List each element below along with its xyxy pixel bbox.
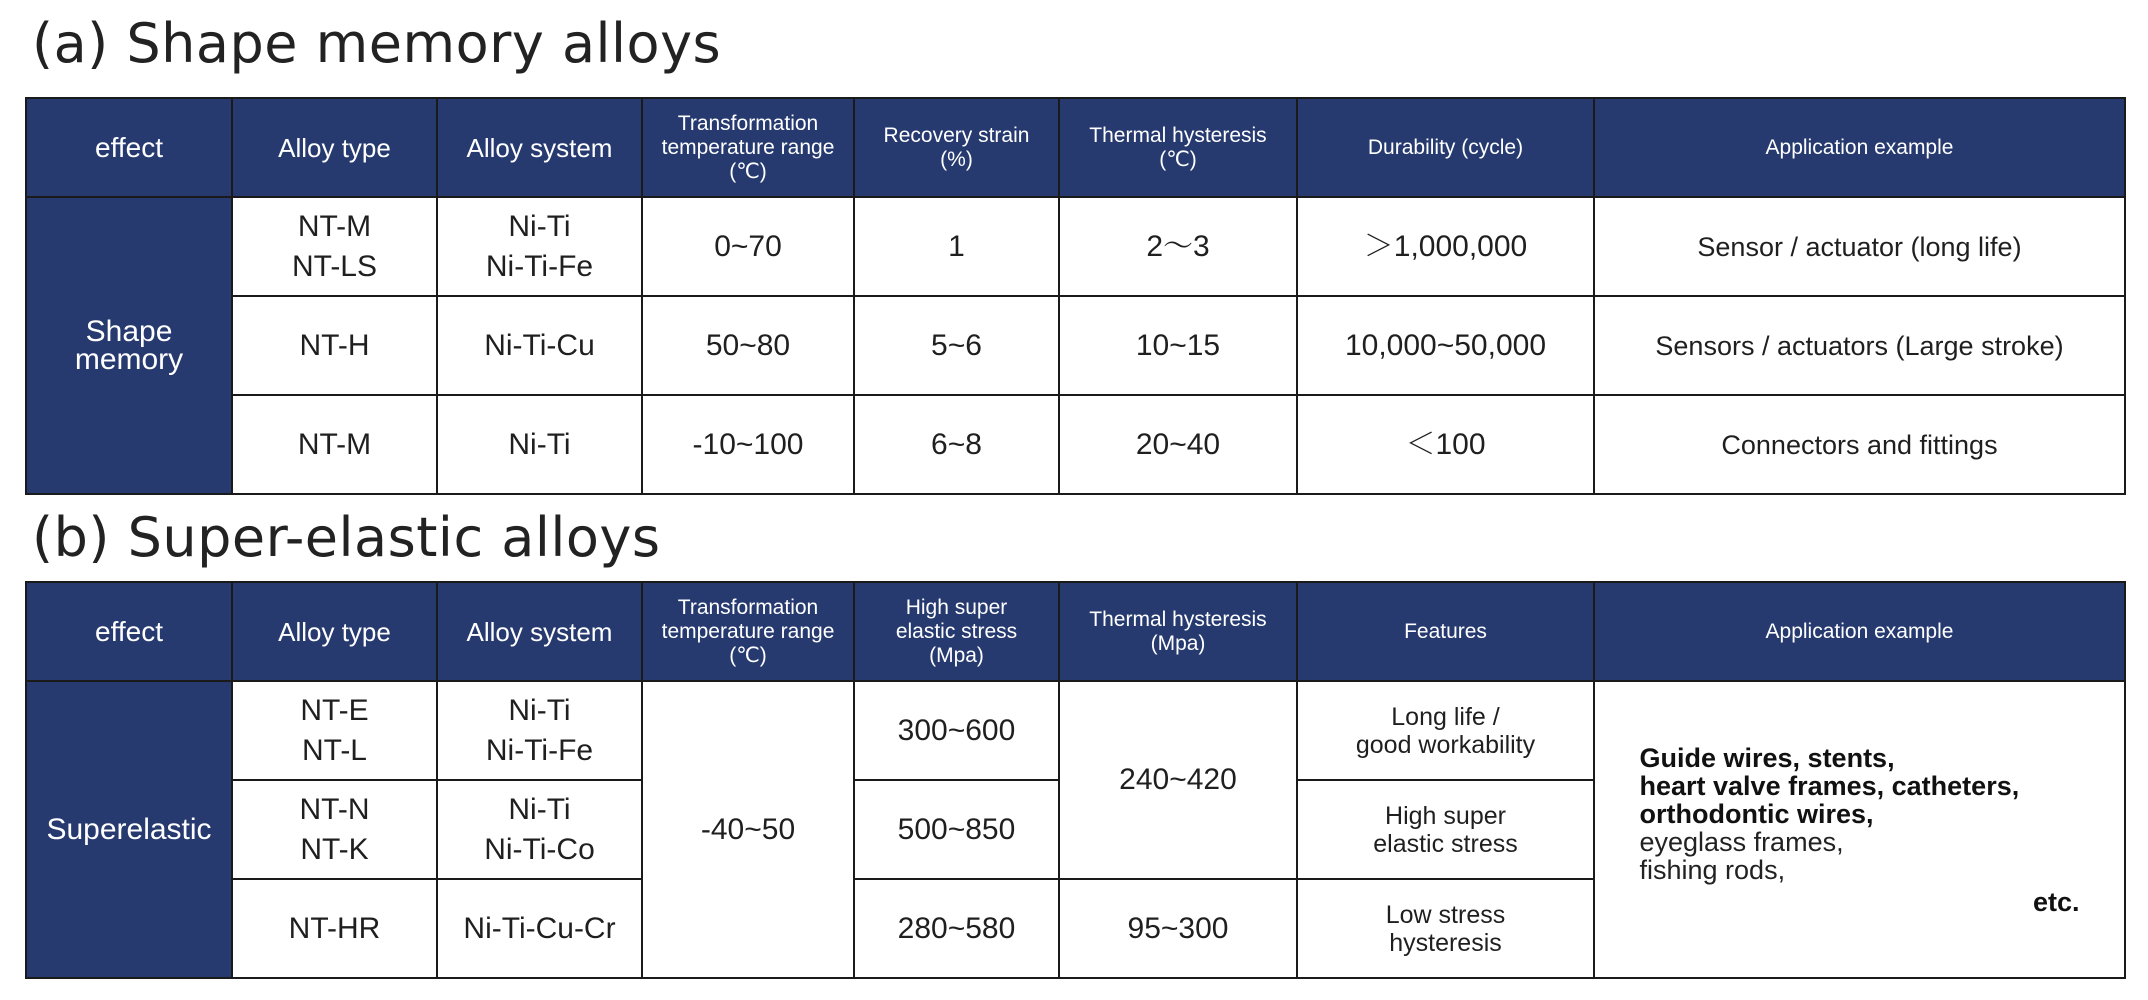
effect-cell-superelastic: Superelastic xyxy=(26,681,232,978)
super-elastic-stress-cell: 500~850 xyxy=(854,780,1059,879)
header-effect: effect xyxy=(26,582,232,681)
table-row xyxy=(26,296,2125,395)
application-line: eyeglass frames, xyxy=(1639,826,1844,857)
thermal-hysteresis-cell: 10~15 xyxy=(1059,296,1297,395)
application-line: fishing rods, xyxy=(1639,854,1786,885)
header-durability: Durability (cycle) xyxy=(1297,98,1594,197)
durability-cell: 10,000~50,000 xyxy=(1297,296,1594,395)
application-line: heart valve frames, catheters, xyxy=(1639,770,2020,801)
alloy-system-cell: Ni-Ti xyxy=(437,395,642,494)
alloy-type-cell: NT-M xyxy=(232,395,437,494)
temp-range-cell-merged: -40~50 xyxy=(642,681,854,978)
alloy-system-cell: Ni-Ti-Cu-Cr xyxy=(437,879,642,978)
recovery-strain-cell: 5~6 xyxy=(854,296,1059,395)
table-header-row xyxy=(26,98,2125,197)
super-elastic-stress-cell: 300~600 xyxy=(854,681,1059,780)
features-cell: High super elastic stress xyxy=(1297,780,1594,879)
header-super-elastic-stress: High super elastic stress (Mpa) xyxy=(854,582,1059,681)
durability-cell: ＞1,000,000 xyxy=(1297,197,1594,296)
super-elastic-stress-cell: 280~580 xyxy=(854,879,1059,978)
effect-cell-shape-memory: Shape memory xyxy=(26,197,232,494)
application-list xyxy=(1640,744,2080,916)
header-alloy-system: Alloy system xyxy=(437,98,642,197)
alloy-system-cell: Ni-Ti Ni-Ti-Fe xyxy=(437,681,642,780)
header-transformation-temperature: Transformation temperature range (℃) xyxy=(642,98,854,197)
application-cell: Sensor / actuator (long life) xyxy=(1594,197,2125,296)
table-row xyxy=(26,681,2125,780)
application-etc: etc. xyxy=(2032,886,2080,917)
alloy-type-cell: NT-M NT-LS xyxy=(232,197,437,296)
header-features: Features xyxy=(1297,582,1594,681)
application-line: orthodontic wires, xyxy=(1639,798,1874,829)
application-cell: Connectors and fittings xyxy=(1594,395,2125,494)
alloy-type-cell: NT-N NT-K xyxy=(232,780,437,879)
header-application-example: Application example xyxy=(1594,582,2125,681)
header-transformation-temperature: Transformation temperature range (℃) xyxy=(642,582,854,681)
header-thermal-hysteresis: Thermal hysteresis (℃) xyxy=(1059,98,1297,197)
features-cell: Long life / good workability xyxy=(1297,681,1594,780)
thermal-hysteresis-cell: 2～3 xyxy=(1059,197,1297,296)
alloy-system-cell: Ni-Ti Ni-Ti-Co xyxy=(437,780,642,879)
alloy-type-cell: NT-HR xyxy=(232,879,437,978)
alloy-type-cell: NT-E NT-L xyxy=(232,681,437,780)
temp-range-cell: 50~80 xyxy=(642,296,854,395)
section-title-shape-memory: (a) Shape memory alloys xyxy=(32,12,722,75)
recovery-strain-cell: 1 xyxy=(854,197,1059,296)
shape-memory-alloys-table xyxy=(25,97,2126,495)
table-row xyxy=(26,197,2125,296)
thermal-hysteresis-cell: 95~300 xyxy=(1059,879,1297,978)
header-alloy-system: Alloy system xyxy=(437,582,642,681)
recovery-strain-cell: 6~8 xyxy=(854,395,1059,494)
alloy-type-cell: NT-H xyxy=(232,296,437,395)
header-application-example: Application example xyxy=(1594,98,2125,197)
header-recovery-strain: Recovery strain (%) xyxy=(854,98,1059,197)
alloy-system-cell: Ni-Ti-Cu xyxy=(437,296,642,395)
section-title-super-elastic: (b) Super-elastic alloys xyxy=(32,506,661,569)
alloy-system-cell: Ni-Ti Ni-Ti-Fe xyxy=(437,197,642,296)
thermal-hysteresis-cell: 20~40 xyxy=(1059,395,1297,494)
header-effect: effect xyxy=(26,98,232,197)
header-thermal-hysteresis: Thermal hysteresis (Mpa) xyxy=(1059,582,1297,681)
super-elastic-alloys-table xyxy=(25,581,2126,979)
table-row xyxy=(26,395,2125,494)
application-cell-merged xyxy=(1594,681,2125,978)
durability-cell: ＜100 xyxy=(1297,395,1594,494)
temp-range-cell: 0~70 xyxy=(642,197,854,296)
thermal-hysteresis-cell-merged: 240~420 xyxy=(1059,681,1297,879)
temp-range-cell: -10~100 xyxy=(642,395,854,494)
application-line: Guide wires, stents, xyxy=(1639,742,1895,773)
header-alloy-type: Alloy type xyxy=(232,98,437,197)
application-cell: Sensors / actuators (Large stroke) xyxy=(1594,296,2125,395)
table-header-row xyxy=(26,582,2125,681)
features-cell: Low stress hysteresis xyxy=(1297,879,1594,978)
header-alloy-type: Alloy type xyxy=(232,582,437,681)
